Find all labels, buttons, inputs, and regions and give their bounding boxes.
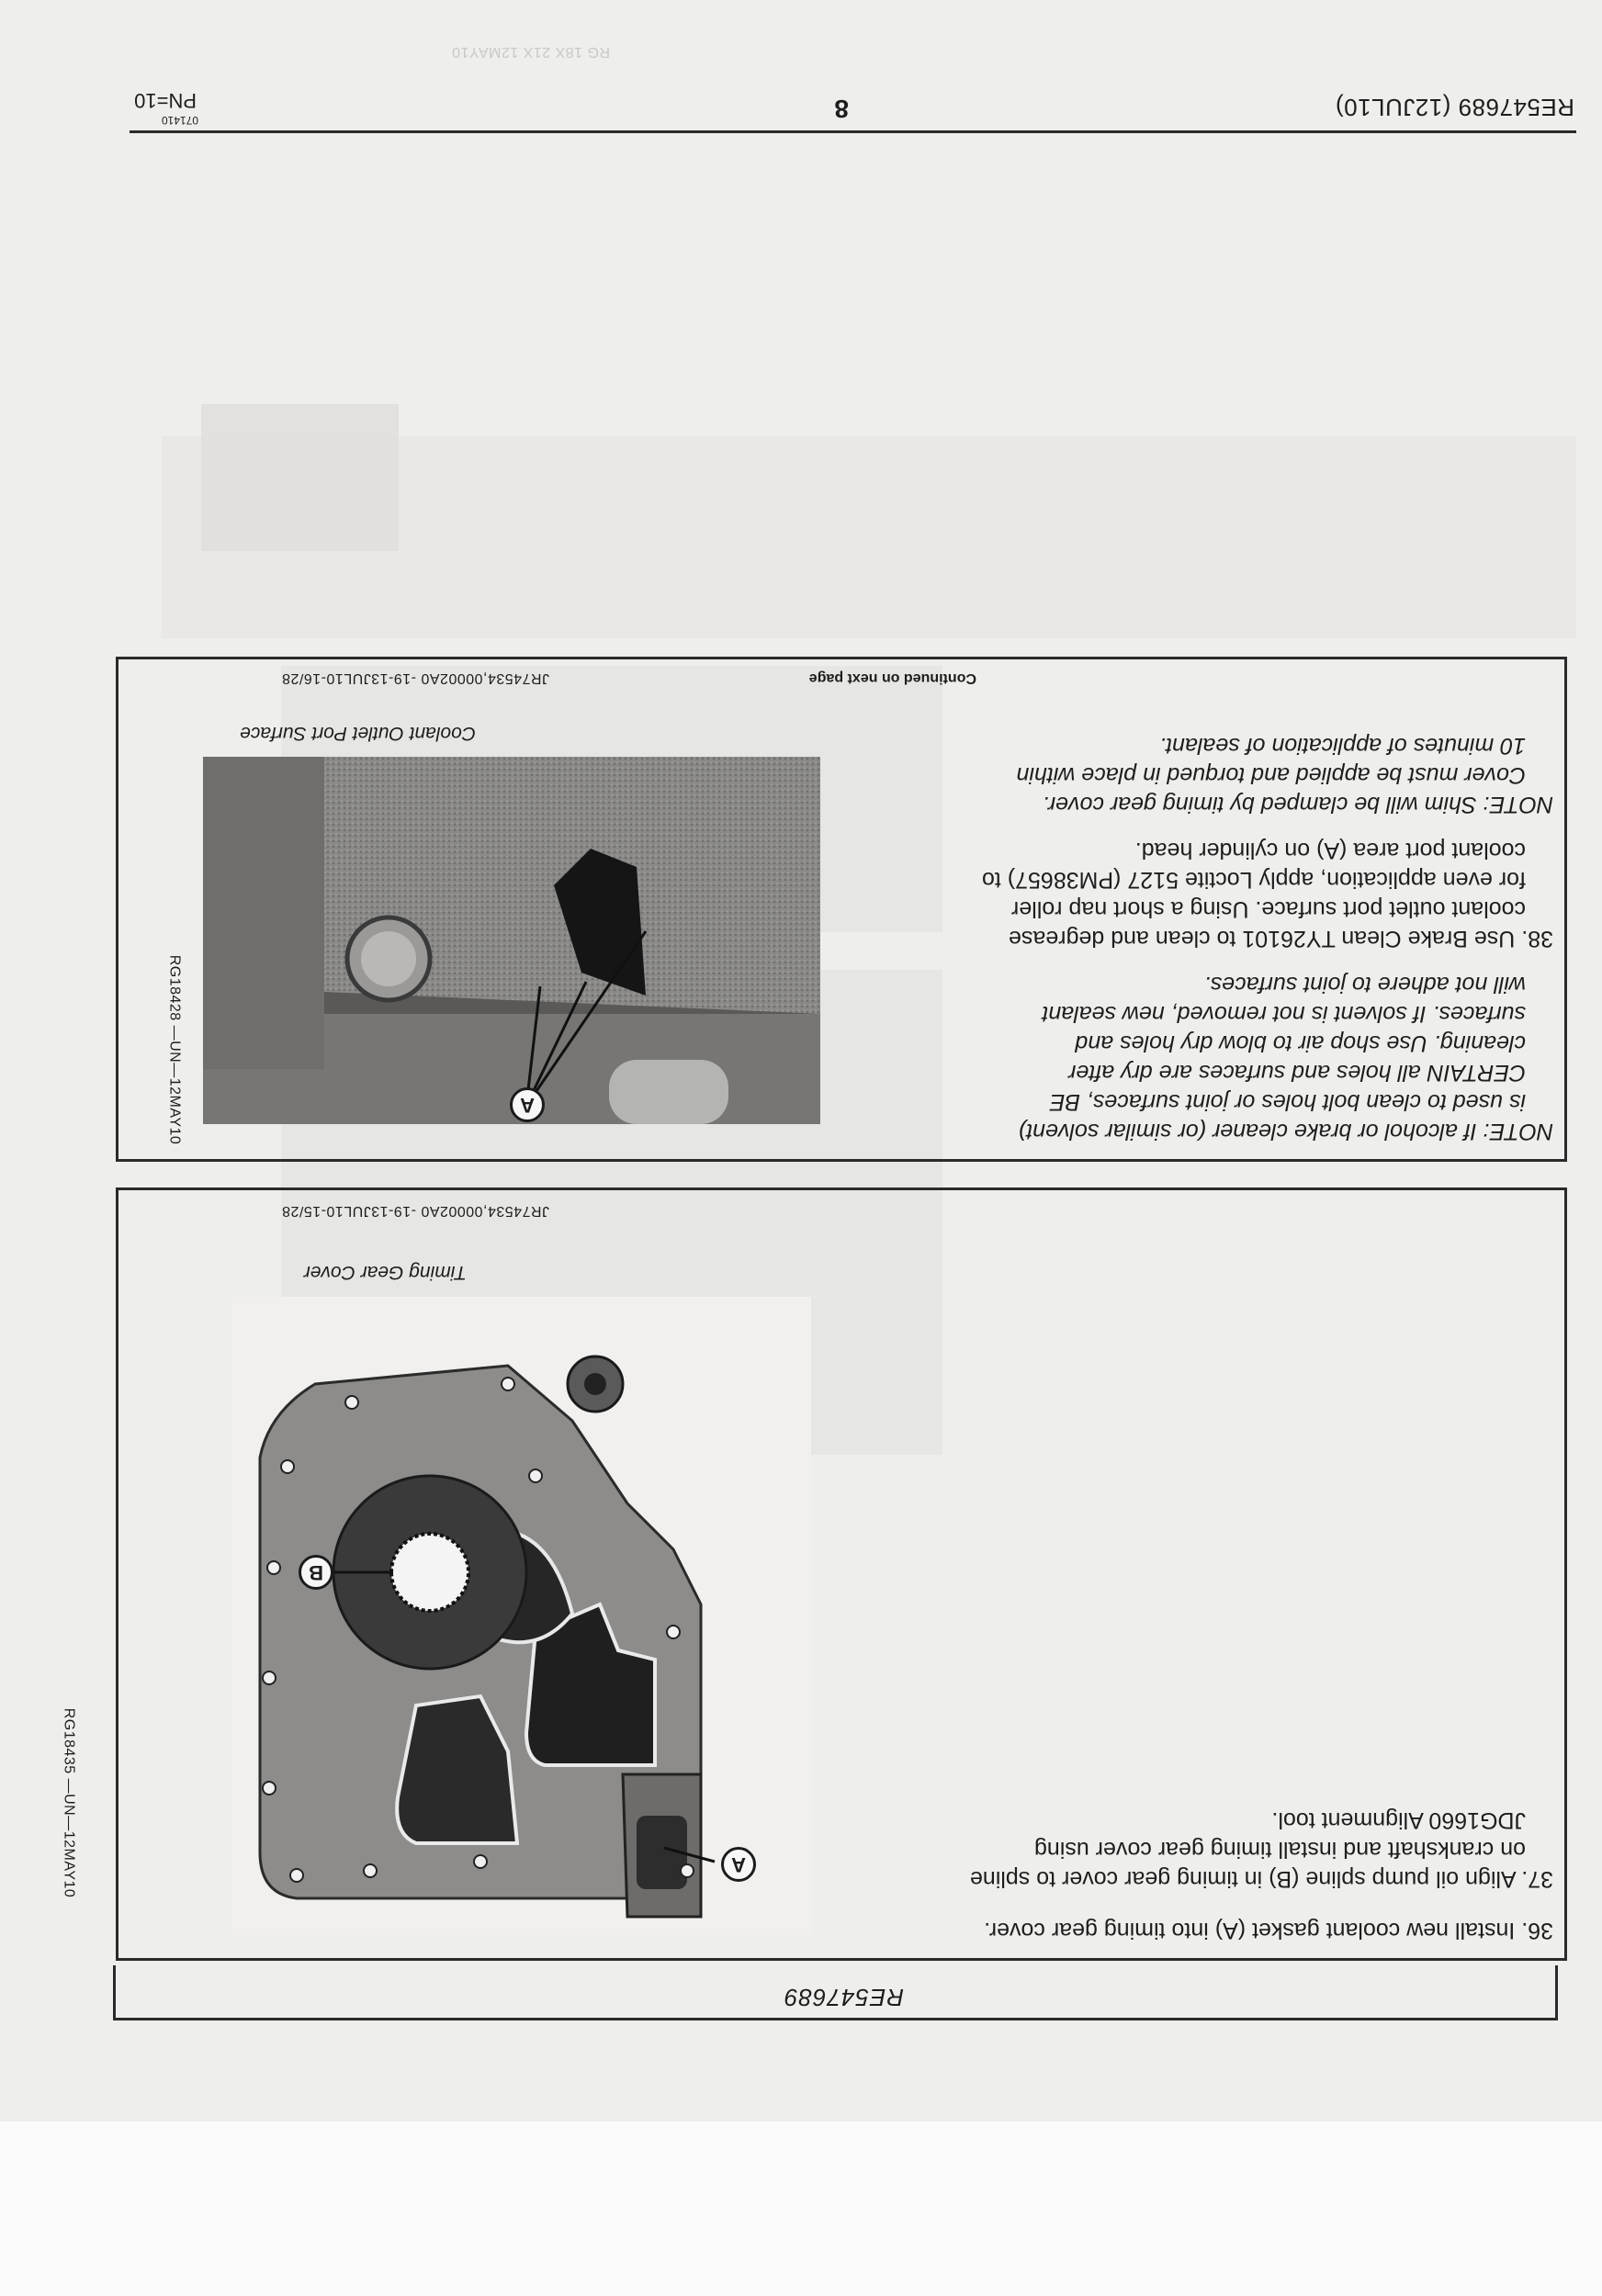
page-number: 8 [834, 95, 849, 123]
header-rule-left-tick [1555, 1965, 1558, 2020]
bleed-through-photo [201, 404, 399, 551]
figure-code: RG18428 —UN—12MAY10 [166, 954, 183, 1145]
footer-pn: PN=10 [134, 89, 197, 112]
reference-code: JR74534,00002A0 -19-13JUL10-15/28 [281, 1203, 549, 1219]
section-step-38 [116, 657, 1567, 1162]
note-shim-line-2: Cover must be applied and torqued in place within [1016, 762, 1526, 788]
timing-gear-cover-illustration [232, 1297, 811, 1935]
step-38-line-2: coolant outlet port surface. Using a short nap roller [1010, 896, 1526, 922]
header-rule [113, 2018, 1558, 2020]
page-bottom-margin [0, 2122, 1602, 2296]
coolant-port-illustration [203, 757, 820, 1124]
figure-caption: Coolant Outlet Port Surface [240, 723, 476, 744]
coolant-outlet-port-photo [203, 757, 820, 1124]
figure-caption: Timing Gear Cover [303, 1262, 467, 1283]
figure-code: RG18435 —UN—12MAY10 [61, 1707, 77, 1898]
note-solvent-line-5: surfaces. If solvent is not removed, new sealant [1042, 1001, 1526, 1027]
callout-b: B [299, 1555, 333, 1590]
note-solvent-line-6: will not adhere to joint surfaces. [1203, 972, 1526, 997]
step-36: 36. Install new coolant gasket (A) into timing gear cover. [984, 1918, 1553, 1943]
note-shim-line-1: NOTE: Shim will be clamped by timing gear cover. [1042, 792, 1553, 817]
step-38-line-1: 38. Use Brake Clean TY26101 to clean and degrease [1009, 926, 1553, 951]
section-step-36-37 [61, 1187, 1567, 1961]
step-38-line-3: for even application, apply Loctite 5127 (PM38657) to [981, 867, 1526, 893]
continued-notice: Continued on next page [808, 670, 976, 686]
callout-a: A [721, 1847, 756, 1882]
callout-a: A [510, 1087, 545, 1122]
note-solvent-line-2: is used to clean bolt holes or joint surfaces, BE [1049, 1089, 1526, 1115]
document-number-heading: RE547689 [784, 1984, 904, 2011]
step-37-line-3: JDG1660 Alignment tool. [1271, 1807, 1526, 1833]
timing-gear-cover-photo [232, 1297, 811, 1935]
step-37-line-1: 37. Align oil pump spline (B) in timing gear cover to spline [969, 1866, 1553, 1892]
bleed-through-text: RG 18X 21X 12MAY10 [451, 44, 610, 60]
reference-code: JR74534,00002A0 -19-13JUL10-16/28 [281, 670, 549, 686]
footer-document-date: RE547689 (12JUL10) [1335, 94, 1574, 121]
header-rule-right-tick [113, 1965, 116, 2020]
note-solvent-line-3: CERTAIN all holes and surfaces are dry after [1068, 1060, 1526, 1086]
step-38-line-4: coolant port area (A) on cylinder head. [1134, 838, 1526, 863]
note-solvent-line-1: NOTE: If alcohol or brake cleaner (or similar solvent) [1018, 1119, 1553, 1144]
note-solvent-line-4: cleaning. Use shop air to blow dry holes and [1075, 1030, 1526, 1056]
note-shim-line-3: 10 minutes of application of sealant. [1159, 733, 1526, 759]
step-37-line-2: on crankshaft and install timing gear cover using [1033, 1837, 1526, 1863]
footer-rule [130, 130, 1576, 133]
footer-code: 071410 [161, 114, 198, 127]
